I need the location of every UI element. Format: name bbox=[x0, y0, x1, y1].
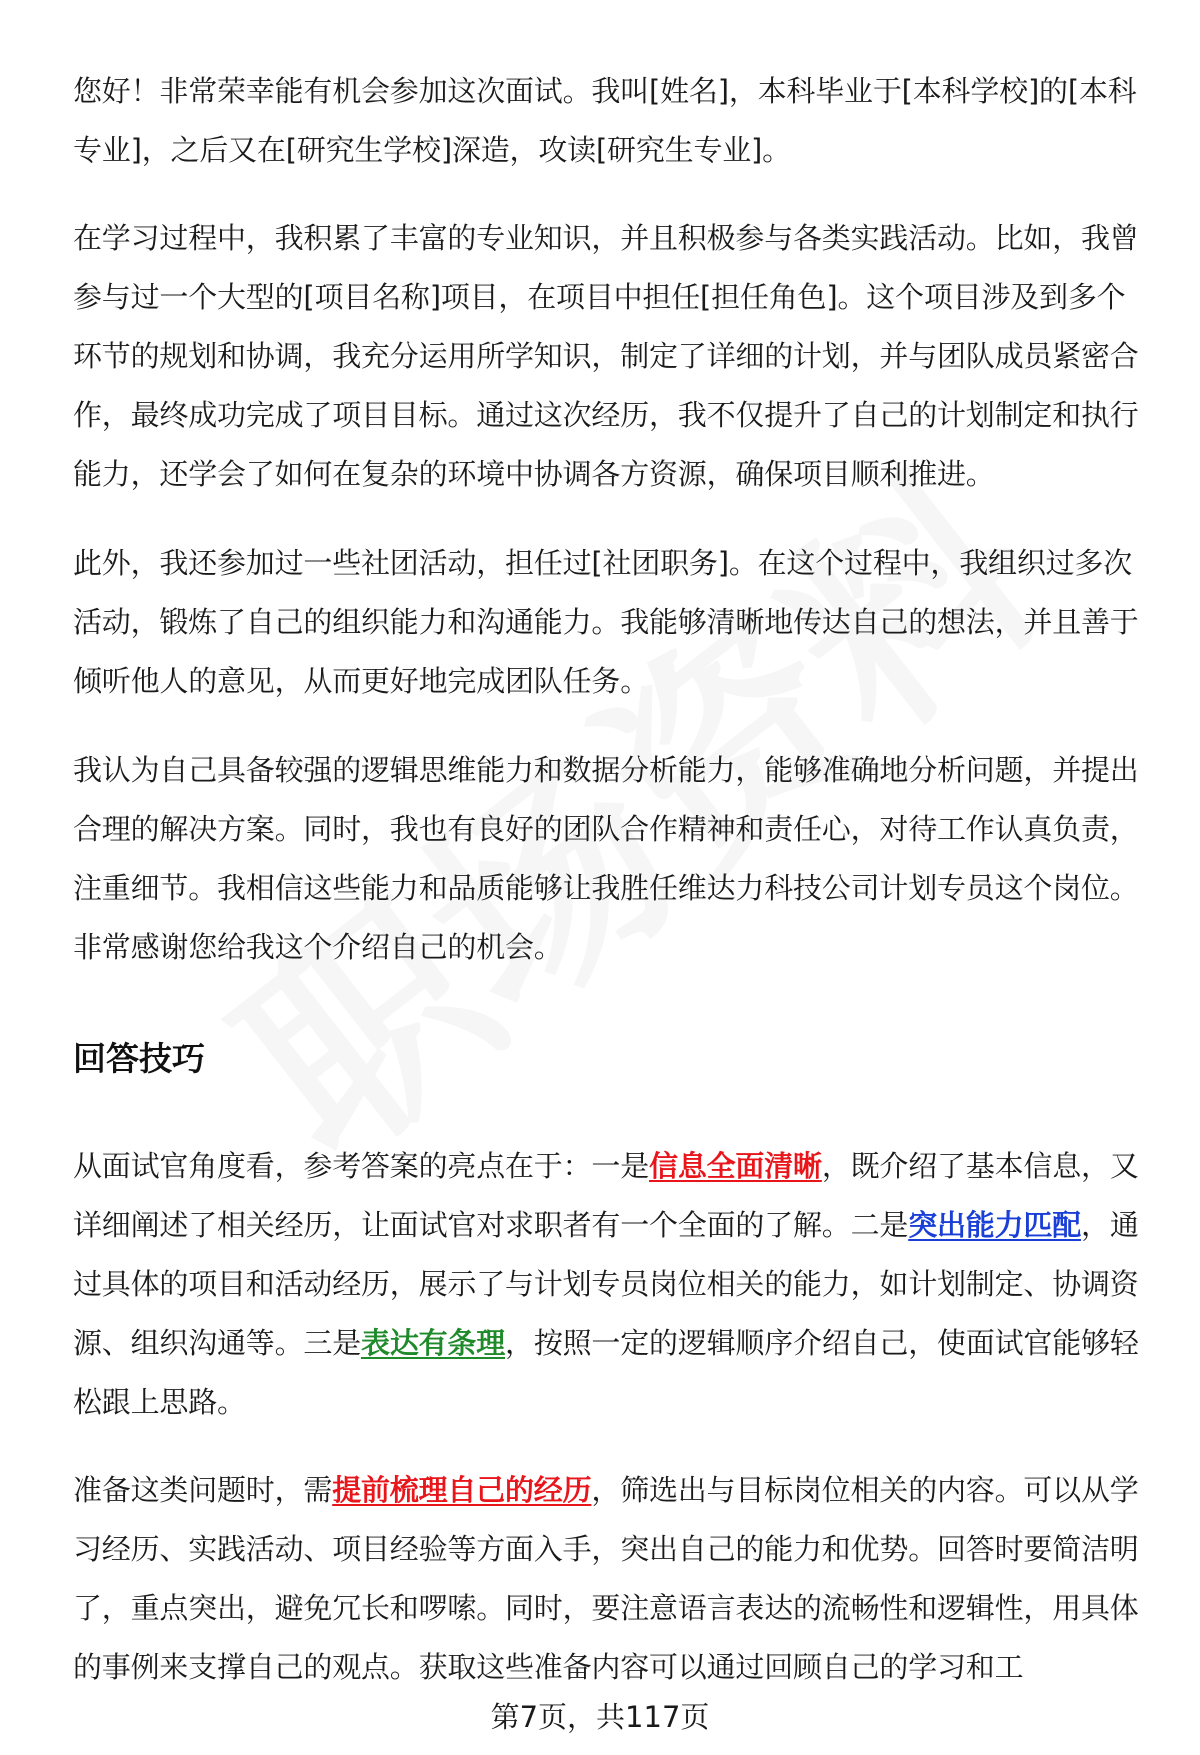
tips-text: ，筛选出与目标岗位相关的内容。可以从学习经历、实践活动、项目经验等方面入手，突出自己的能力和优势。回答时要简洁明了，重点突出，避免冗长和啰嗦。同时，要注意语言表达的流畅性和逻辑性，用具体的事例来支撑自己的观点。获取这些准备内容可以通过回顾自己的学习和工 bbox=[73, 1473, 1139, 1684]
page-number-footer: 第7页，共117页 bbox=[490, 1700, 710, 1734]
tips-text: ，按照一定的逻辑顺序介绍自己，使面试官能够轻松跟上思路。 bbox=[73, 1326, 1139, 1419]
tips-paragraph-2 bbox=[73, 1461, 1153, 1697]
highlight-ability-match: 突出能力匹配 bbox=[908, 1208, 1082, 1242]
document-page bbox=[73, 62, 1153, 1697]
section-heading: 回答技巧 bbox=[73, 1039, 205, 1078]
tips-paragraph-1 bbox=[73, 1137, 1153, 1432]
highlight-review-experience: 提前梳理自己的经历 bbox=[332, 1473, 592, 1507]
answer-paragraph-2: 在学习过程中，我积累了丰富的专业知识，并且积极参与各类实践活动。比如，我曾参与过一个大型的[项目名称]项目，在项目中担任[担任角色]。这个项目涉及到多个环节的规划和协调，我充分运用所学知识，制定了详细的计划，并与团队成员紧密合作，最终成功完成了项目目标。通过这次经历，我不仅提升了自己的计划制定和执行能力，还学会了如何在复杂的环境中协调各方资源，确保项目顺利推进。 bbox=[73, 221, 1139, 491]
section-heading-block bbox=[73, 1029, 1153, 1089]
highlight-info-clear: 信息全面清晰 bbox=[649, 1149, 822, 1183]
tips-text: 从面试官角度看，参考答案的亮点在于：一是 bbox=[73, 1149, 650, 1183]
answer-paragraph-1: 您好！非常荣幸能有机会参加这次面试。我叫[姓名]，本科毕业于[本科学校]的[本科专业]，之后又在[研究生学校]深造，攻读[研究生专业]。 bbox=[73, 74, 1137, 167]
answer-paragraph-4: 我认为自己具备较强的逻辑思维能力和数据分析能力，能够准确地分析问题，并提出合理的解决方案。同时，我也有良好的团队合作精神和责任心，对待工作认真负责，注重细节。我相信这些能力和品质能够让我胜任维达力科技公司计划专员这个岗位。非常感谢您给我这个介绍自己的机会。 bbox=[73, 753, 1139, 964]
tips-text: ，既介绍了基本信息，又详细阐述了相关经历，让面试官对求职者有一个全面的了解。二是 bbox=[73, 1149, 1139, 1242]
highlight-organized-expression: 表达有条理 bbox=[361, 1326, 506, 1360]
tips-text: ，通过具体的项目和活动经历，展示了与计划专员岗位相关的能力，如计划制定、协调资源、组织沟通等。三是 bbox=[73, 1208, 1139, 1360]
tips-text: 准备这类问题时，需 bbox=[73, 1473, 333, 1507]
answer-paragraph-3: 此外，我还参加过一些社团活动，担任过[社团职务]。在这个过程中，我组织过多次活动，锻炼了自己的组织能力和沟通能力。我能够清晰地传达自己的想法，并且善于倾听他人的意见，从而更好地完成团队任务。 bbox=[73, 546, 1139, 698]
